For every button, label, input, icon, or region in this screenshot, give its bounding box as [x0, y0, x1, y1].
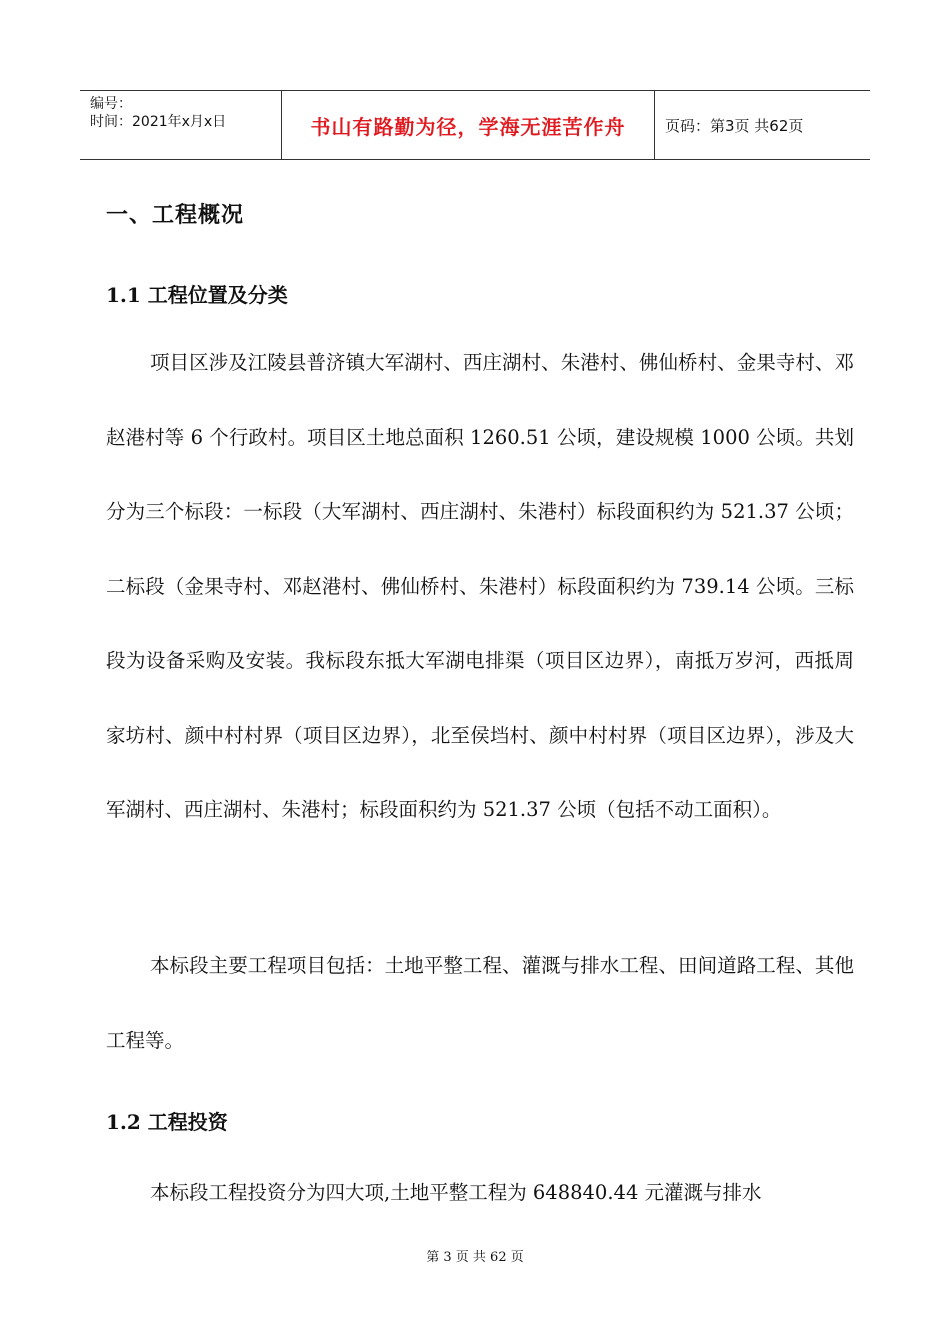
page-header [80, 90, 870, 160]
subsection-title-1-2: 1.2 工程投资 [106, 1110, 228, 1134]
date-line: 时间：2021年x月x日 [90, 114, 227, 130]
serial-label: 编号： [90, 96, 132, 112]
header-meta-cell [80, 91, 282, 159]
section-title: 一、工程概况 [106, 202, 245, 228]
paragraph-scope: 本标段主要工程项目包括：土地平整工程、灌溉与排水工程、田间道路工程、其他工程等。 [106, 954, 854, 1052]
header-motto: 书山有路勤为径，学海无涯苦作舟 [282, 91, 655, 159]
header-page-info: 页码：第3页 共62页 [665, 116, 804, 135]
paragraph-location: 项目区涉及江陵县普济镇大军湖村、西庄湖村、朱港村、佛仙桥村、金果寺村、邓赵港村等 6 个行政村。项目区土地总面积 1260.51 公顷，建设规模 1000 公顷。共划分为三个标段：一标段（大军湖村、西庄湖村、朱港村）标段面积约为 521.37 公顷；二标段（金果寺村、邓赵港村、佛仙桥村、朱港村）标段面积约为 739.14 公顷。三标段为设备采购及安装。我标段东抵大军湖电排渠（项目区边界），南抵万岁河，西抵周家坊村、颜中村村界（项目区边界），北至侯垱村、颜中村村界（项目区边界），涉及大军湖村、西庄湖村、朱港村；标段面积约为 521.37 公顷（包括不动工面积）。 [106, 351, 854, 821]
paragraph-investment: 本标段工程投资分为四大项,土地平整工程为 648840.44 元灌溉与排水 [150, 1181, 762, 1204]
page-footer: 第 3 页 共 62 页 [426, 1250, 524, 1265]
subsection-title-1-1: 1.1 工程位置及分类 [106, 283, 288, 307]
